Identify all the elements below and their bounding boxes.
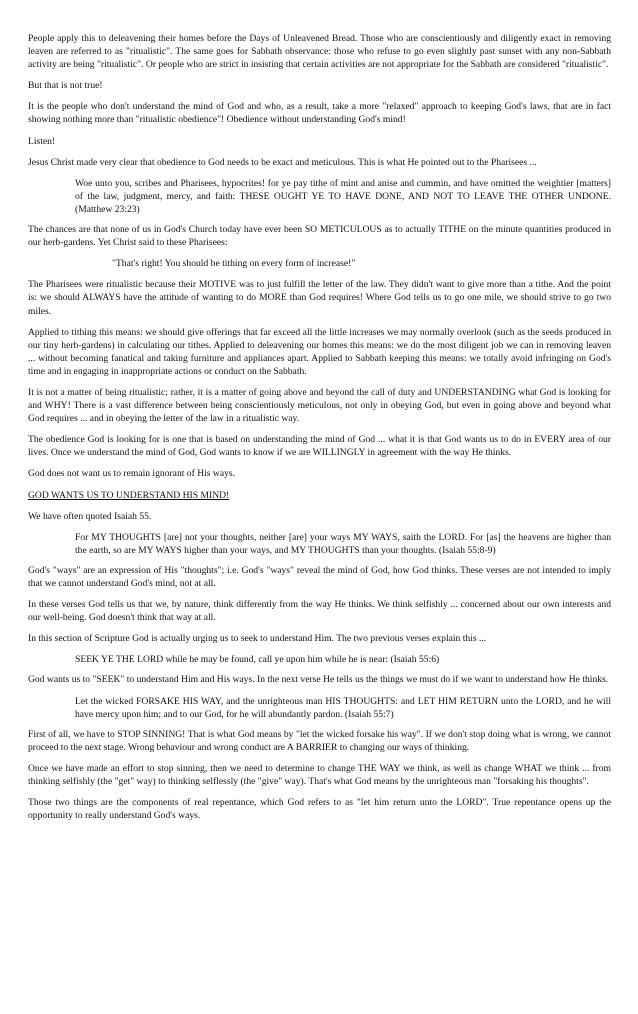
paragraph: The chances are that none of us in God's Church today have ever been SO METICULOUS as to actually TITHE on the minute quantities produced in our herb-gardens. Yet Christ said to these Pharisees: (28, 224, 611, 249)
scripture-quote: Let the wicked FORSAKE HIS WAY, and the unrighteous man HIS THOUGHTS: and LET HIM RETURN unto the LORD, and he will have mercy upon him; and to our God, for he will abundantly pardon. (Isaiah 55:7) (75, 695, 611, 720)
scripture-quote: SEEK YE THE LORD while he may be found, call ye upon him while he is near: (Isaiah 55:6) (75, 654, 440, 666)
paragraph: The obedience God is looking for is one that is based on understanding the mind of God ... what it is that God wants us to do in EVERY area of our lives. Once we understand the mind of God, God wants to know if we are WILLINGLY in agreement with the way He thinks. (28, 434, 611, 459)
paragraph: Those two things are the components of real repentance, which God refers to as "let him return unto the LORD". True repentance opens up the opportunity to really understand God's ways. (28, 797, 611, 822)
paragraph: But that is not true! (28, 80, 103, 92)
paragraph: Jesus Christ made very clear that obedience to God needs to be exact and meticulous. This is what He pointed out to the Pharisees ... (28, 156, 537, 168)
paragraph: People apply this to deleavening their homes before the Days of Unleavened Bread. Those who are conscientiously and diligently exact in removing leaven are referred to as "ritualistic". The same goes for Sabbath observance: those who refuse to go even slightly past sunset with any non-Sabbath activity are being "ritualistic". Or people who are strict in insisting that certain activities are not appropriate for the Sabbath are considered "ritualistic". (28, 33, 611, 71)
paragraph: In these verses God tells us that we, by nature, think differently from the way He thinks. We think selfishly ... concerned about our own interests and our well-being. God doesn't think that way at all. (28, 599, 611, 624)
paragraph: Listen! (28, 135, 56, 147)
document-page (28, 32, 611, 830)
paragraph: First of all, we have to STOP SINNING! That is what God means by "let the wicked forsake his way". If we don't stop doing what is wrong, we cannot proceed to the next stage. Wrong behaviour and wrong conduct are A BARRIER to changing our ways of thinking. (28, 728, 611, 753)
paragraph: The Pharisees were ritualistic because their MOTIVE was to just fulfill the letter of the law. They didn't want to give more than a tithe. And the point is: we should ALWAYS have the attitude of wanting to do MORE than God requires! Where God tells us to go one mile, we should strive to go two miles. (28, 279, 611, 317)
section-heading: GOD WANTS US TO UNDERSTAND HIS MIND! (28, 489, 230, 501)
paragraph: Once we have made an effort to stop sinning, then we need to determine to change THE WAY we think, as well as change WHAT we think ... from thinking selfishly (the "get" way) to thinking selflessly (the "give" way). That's what God means by the unrighteous man "forsaking his thoughts". (28, 762, 611, 788)
paragraph: Applied to tithing this means: we should give offerings that far exceed all the little increases we may normally overlook (such as the seeds produced in our tiny herb-gardens) in calculating our tithes. Applied to deleavening our homes this means: we do the most diligent job we can in removing leaven ... without becoming fanatical and taking furniture and appliances apart. Applied to Sabbath keeping this means: we totally avoid infringing on God's time and in engaging in inappropriate actions or conduct on the Sabbath. (28, 326, 611, 377)
inline-quote: "That's right! You should be tithing on every form of increase!" (112, 258, 356, 270)
paragraph: God does not want us to remain ignorant of His ways. (28, 468, 236, 480)
paragraph: In this section of Scripture God is actually urging us to seek to understand Him. The two previous verses explain this ... (28, 633, 487, 645)
paragraph: We have often quoted Isaiah 55. (28, 510, 152, 522)
paragraph: God's "ways" are an expression of His "thoughts"; i.e. God's "ways" reveal the mind of God, how God thinks. These verses are not intended to imply that we cannot understand God's mind, not at all. (28, 564, 611, 589)
paragraph: It is not a matter of being ritualistic; rather, it is a matter of going above and beyond the call of duty and UNDERSTANDING what God is looking for and WHY! There is a vast difference between being conscientiously meticulous, not only in obeying God, but even in going above and beyond what God requires ... and in obeying the letter of the law in a ritualistic way. (28, 386, 611, 425)
paragraph: God wants us to "SEEK" to understand Him and His ways. In the next verse He tells us the things we must do if we want to understand how He thinks. (28, 674, 609, 686)
paragraph: It is the people who don't understand the mind of God and who, as a result, take a more "relaxed" approach to keeping God's laws, that are in fact showing nothing more than "ritualistic obedience"! Obedience without understanding God's mind! (28, 101, 611, 126)
scripture-quote: For MY THOUGHTS [are] not your thoughts, neither [are] your ways MY WAYS, saith the LORD. For [as] the heavens are higher than the earth, so are MY WAYS higher than your ways, and MY THOUGHTS than your thoughts. (Isaiah 55:8-9) (75, 531, 611, 556)
scripture-quote: Woe unto you, scribes and Pharisees, hypocrites! for ye pay tithe of mint and anise and cummin, and have omitted the weightier [matters] of the law, judgment, mercy, and faith: THESE OUGHT YE TO HAVE DONE, AND NOT TO LEAVE THE OTHER UNDONE. (Matthew 23:23) (75, 177, 611, 215)
